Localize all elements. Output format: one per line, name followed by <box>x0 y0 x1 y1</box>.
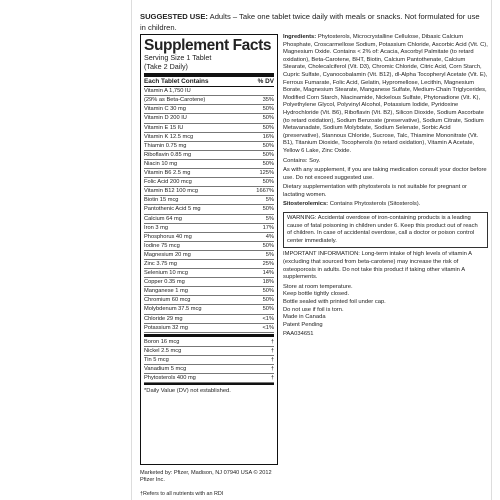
warning-box: WARNING: Accidental overdose of iron-containing products is a leading cause of fatal poisoning in children under 6. Keep this product out of reach of children. In case of accidental overdose, call a doctor or poison control center immediately. <box>283 212 488 248</box>
nutrient-name: Vitamin C 30 mg <box>144 106 186 113</box>
nutrient-name: (29% as Beta-Carotene) <box>144 97 206 104</box>
nutrient-dv: 35% <box>262 97 274 104</box>
storage-line: Do not use if foil is torn. <box>283 306 344 313</box>
nutrient-dv: 16% <box>262 133 274 140</box>
nutrient-name: Iodine 75 mcg <box>144 242 180 249</box>
nutrient-dv: 4% <box>265 233 274 240</box>
medication-note: As with any supplement, if you are taking medication consult your doctor before use. Do not exceed suggested use. <box>283 167 487 181</box>
storage-info <box>283 284 488 330</box>
nutrient-name: Chromium 60 mcg <box>144 297 191 304</box>
ingredients-column <box>283 34 488 341</box>
nutrient-name: Vitamin B12 100 mcg <box>144 188 198 195</box>
nutrient-name: Zinc 3.75 mg <box>144 260 177 267</box>
nutrient-dv: 25% <box>262 260 274 267</box>
nutrient-dv: † <box>270 347 274 354</box>
nutrient-row <box>144 324 274 333</box>
nutrient-name: Vitamin D 200 IU <box>144 115 187 122</box>
nutrient-dv: 5% <box>265 197 274 204</box>
nutrient-dv: 50% <box>262 242 274 249</box>
facts-header-right: % DV <box>257 78 274 86</box>
nutrient-row <box>144 278 274 287</box>
nutrient-name: Biotin 15 mcg <box>144 197 179 204</box>
nutrient-row <box>144 233 274 242</box>
nutrient-row <box>144 96 274 105</box>
nutrient-row <box>144 296 274 305</box>
nutrient-name: Calcium 64 mg <box>144 215 182 222</box>
important-info: IMPORTANT INFORMATION: Long-term intake of high levels of vitamin A (excluding that sourced from beta-carotene) may increase the risk of osteoporosis in adults. Do not take this product if taking other vitamin A supplements. <box>283 251 472 281</box>
ingredients <box>283 34 488 156</box>
nutrient-dv: 50% <box>262 206 274 213</box>
nutrient-row <box>144 160 274 169</box>
ingredients-text: Phytosterols, Microcrystalline Cellulose, Dibasic Calcium Phosphate, Croscarmellose Sodium, Potassium Chloride, Ascorbic Acid (Vit. C), Magnesium Oxide. Contains < 2% of: Acacia, Ascorbyl Palmitate (to retard oxidation), Beta-Carotene, BHT, Biotin, Calcium Pantothenate, Calcium Stearate, Cholecalciferol (Vit. D3), Chromic Chloride, Citric Acid, Corn Starch, Cupric Sulfate, Cyanocobalamin (Vit. B12), dl-Alpha Tocopheryl Acetate (Vit. E), Ferrous Fumarate, Folic Acid, Gelatin, Hypromellose, Lecithin, Magnesium Borate, Magnesium Stearate, Manganese Sulfate, Medium-Chain Triglycerides, Modified Corn Starch, Niacinamide, Nickelous Sulfate, Phytonadione (Vit. K), Polyethylene Glycol, Polyvinyl Alcohol, Potassium Iodide, Pyridoxine Hydrochloride (Vit. B6), Riboflavin (Vit. B2), Silicon Dioxide, Sodium Ascorbate (to retard oxidation), Sodium Benzoate (preservative), Sodium Citrate, Sodium Metavanadate, Sodium Molybdate, Sodium Selenate, Sorbic Acid (preservative), Stannous Chloride, Sucrose, Talc, Thiamine Mononitrate (Vit. B1), Titanium Dioxide, Tocopherols (to retard oxidation), Vitamin A Acetate, Yellow 6 Lake, Zinc Oxide. <box>283 34 488 154</box>
nutrient-list <box>144 87 274 333</box>
nutrient-dv: <1% <box>262 324 274 331</box>
nutrient-dv: 18% <box>262 279 274 286</box>
contains-soy: Contains: Soy. <box>283 157 321 164</box>
nutrient-name: Potassium 32 mg <box>144 324 188 331</box>
nutrient-row <box>144 269 274 278</box>
suggested-use-label: SUGGESTED USE: <box>140 12 208 21</box>
nutrient-name: Vanadium 5 mcg <box>144 366 187 372</box>
ingredients-label: Ingredients: <box>283 34 317 40</box>
storage-line: Store at room temperature. <box>283 283 353 290</box>
dietary-note: Dietary supplementation with phytosterols is not suitable for pregnant or lactating women. <box>283 184 467 198</box>
nutrient-row <box>144 87 274 96</box>
facts-header <box>144 78 274 87</box>
nutrient-name: Vitamin K 12.5 mcg <box>144 133 194 140</box>
nutrient-dv: 5% <box>265 251 274 258</box>
storage-line: Patent Pending <box>283 321 323 328</box>
nutrient-dv: 17% <box>262 224 274 231</box>
nutrient-dv: † <box>270 338 274 345</box>
nutrient-row <box>144 205 274 214</box>
nutrient-dv: 50% <box>262 115 274 122</box>
suggested-use <box>140 12 485 33</box>
nutrient-dv: <1% <box>262 315 274 322</box>
nutrient-row <box>144 305 274 314</box>
nutrient-dv: 50% <box>262 160 274 167</box>
nutrient-dv: 50% <box>262 142 274 149</box>
nutrient-name: Folic Acid 200 mcg <box>144 179 192 186</box>
nutrient-name: Tin 5 mcg <box>144 356 169 363</box>
nutrient-row <box>144 224 274 233</box>
nutrient-row <box>144 178 274 187</box>
nutrient-row <box>144 105 274 114</box>
divider <box>144 73 274 77</box>
nutrient-name: Manganese 1 mg <box>144 288 188 295</box>
nutrient-row <box>144 151 274 160</box>
nutrient-dv: † <box>270 375 274 382</box>
nutrient-name: Phosphorus 40 mg <box>144 233 192 240</box>
nutrient-row <box>144 315 274 324</box>
nutrient-row <box>144 142 274 151</box>
storage-line: Keep bottle tightly closed. <box>283 291 350 298</box>
sitosterolemics-label: Sitosterolemics: <box>283 201 329 208</box>
nutrient-name: Iron 3 mg <box>144 224 169 231</box>
nutrient-row <box>144 347 274 356</box>
nutrient-row <box>144 374 274 383</box>
storage-line: Bottle sealed with printed foil under cap. <box>283 299 386 305</box>
nutrient-dv: 50% <box>262 288 274 295</box>
nutrient-row <box>144 338 274 347</box>
nutrient-dv: 50% <box>262 179 274 186</box>
suggested-use-text: Adults – Take one tablet twice daily with meals or snacks. Not formulated for use in children. <box>140 12 480 32</box>
nutrient-row <box>144 356 274 365</box>
divider <box>144 334 274 337</box>
storage-line: Made in Canada <box>283 314 326 321</box>
product-code: PAA034651 <box>283 331 314 338</box>
nutrient-name: Thiamin 0.75 mg <box>144 142 187 149</box>
nutrient-row <box>144 187 274 196</box>
nutrient-dv: 50% <box>262 306 274 313</box>
nutrient-row <box>144 133 274 142</box>
nutrient-row <box>144 260 274 269</box>
nutrient-name: Vitamin E 15 IU <box>144 124 184 131</box>
nutrient-dv: 50% <box>262 124 274 131</box>
facts-header-left: Each Tablet Contains <box>144 78 209 86</box>
nutrient-dv: 50% <box>262 297 274 304</box>
nutrient-row <box>144 242 274 251</box>
nutrient-dv: 14% <box>262 270 274 277</box>
nutrient-dv: 1667% <box>256 188 274 195</box>
nutrient-row <box>144 196 274 205</box>
nutrient-name: Riboflavin 0.85 mg <box>144 151 192 158</box>
nutrient-dv: † <box>270 366 274 372</box>
nutrient-name: Magnesium 20 mg <box>144 251 191 258</box>
marketed-by: Marketed by: Pfizer, Madison, NJ 07940 USA © 2012 Pfizer Inc. <box>140 470 272 483</box>
nutrient-name: Niacin 10 mg <box>144 160 178 167</box>
nutrient-name: Selenium 10 mcg <box>144 270 188 277</box>
nutrient-name: Pantothenic Acid 5 mg <box>144 206 201 213</box>
serving-size: Serving Size 1 Tablet <box>144 53 212 62</box>
nutrient-dv: 50% <box>262 151 274 158</box>
divider <box>144 383 274 385</box>
nutrient-name: Phytosterols 400 mg <box>144 375 196 382</box>
nutrient-row <box>144 287 274 296</box>
sitosterolemics-text: Contains Phytosterols (Sitosterols). <box>329 201 421 208</box>
nutrient-name: Vitamin B6 2.5 mg <box>144 170 191 177</box>
nutrient-row <box>144 124 274 133</box>
nutrient-row <box>144 365 274 374</box>
nutrient-row <box>144 169 274 178</box>
nutrient-name: Boron 16 mcg <box>144 338 180 345</box>
nutrient-dv: 125% <box>259 170 274 177</box>
servings-per-day: (Take 2 Daily) <box>144 61 188 71</box>
nutrient-dv: 5% <box>265 215 274 222</box>
supplement-facts-title: Supplement Facts <box>144 37 272 54</box>
nutrient-list-secondary <box>144 338 274 383</box>
nutrient-name: Molybdenum 37.5 mcg <box>144 306 202 313</box>
nutrient-name: Vitamin A 1,750 IU <box>144 88 191 95</box>
nutrient-row <box>144 251 274 260</box>
nutrient-dv: 50% <box>262 106 274 113</box>
nutrient-name: Nickel 2.5 mcg <box>144 347 182 354</box>
nutrient-dv: † <box>270 356 274 363</box>
supplement-facts-box <box>140 34 278 465</box>
nutrient-row <box>144 114 274 123</box>
rdi-note: †Refers to all nutrients with an RDI <box>140 491 224 497</box>
nutrient-name: Copper 0.35 mg <box>144 279 185 286</box>
nutrient-name: Chloride 29 mg <box>144 315 183 322</box>
dv-footnote: *Daily Value (DV) not established. <box>144 388 231 395</box>
sitosterolemics <box>283 201 488 209</box>
nutrient-row <box>144 215 274 224</box>
